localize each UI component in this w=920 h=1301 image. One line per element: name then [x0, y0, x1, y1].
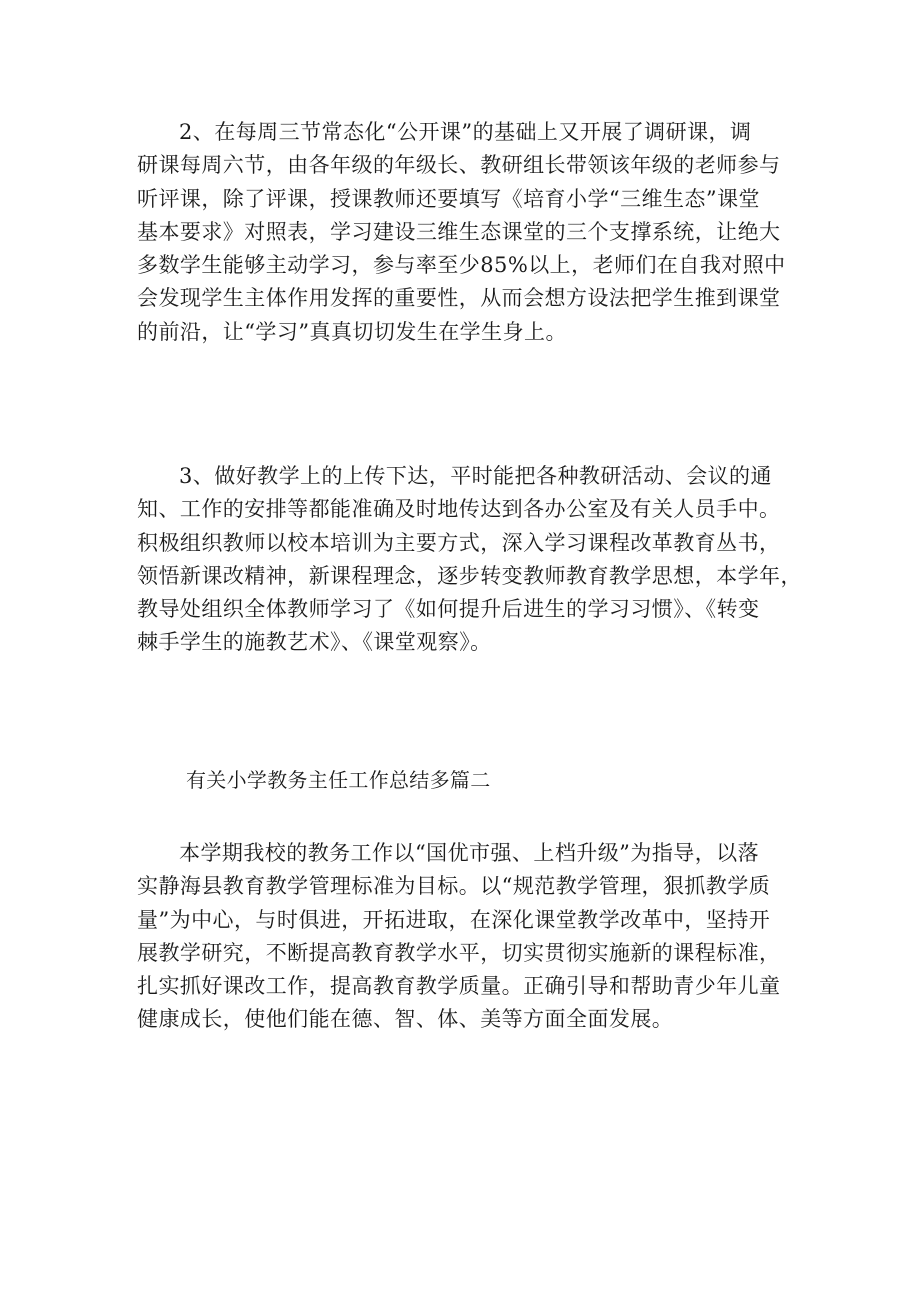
text-line: 会发现学生主体作用发挥的重要性，从而会想方设法把学生推到课堂 — [137, 286, 781, 311]
text-line: 基本要求》对照表，学习建设三维生态课堂的三个支撑系统，让绝大 — [137, 219, 781, 244]
text-line: 扎实抓好课改工作，提高教育教学质量。正确引导和帮助青少年儿童 — [137, 974, 781, 999]
paragraph-item-2 — [137, 116, 797, 349]
text-line: 棘手学生的施教艺术》、《课堂观察》。 — [137, 630, 492, 655]
text-line: 研课每周六节，由各年级的年级长、教研组长带领该年级的老师参与 — [137, 153, 781, 178]
text-line: 本学期我校的教务工作以“国优市强、上档升级”为指导，以落 — [179, 841, 760, 865]
section-heading: 有关小学教务主任工作总结多篇二 — [186, 768, 491, 792]
text-line: 量”为中心，与时俱进，开拓进取，在深化课堂教学改革中，坚持开 — [137, 907, 771, 932]
text-line: 积极组织教师以校本培训为主要方式，深入学习课程改革教育丛书， — [137, 530, 781, 555]
text-line: 领悟新课改精神，新课程理念，逐步转变教师教育教学思想，本学年， — [137, 563, 802, 588]
text-line: 3、做好教学上的上传下达，平时能把各种教研活动、会议的通 — [179, 464, 772, 488]
text-line: 实静海县教育教学管理标准为目标。以“规范教学管理，狠抓教学质 — [137, 874, 771, 899]
text-line: 展教学研究，不断提高教育教学水平，切实贯彻实施新的课程标准， — [137, 940, 781, 965]
text-line: 教导处组织全体教师学习了《如何提升后进生的学习习惯》、《转变 — [137, 597, 760, 622]
text-line: 2、在每周三节常态化“公开课”的基础上又开展了调研课，调 — [179, 120, 752, 144]
paragraph-summary — [137, 837, 797, 1037]
text-line: 健康成长，使他们能在德、智、体、美等方面全面发展。 — [137, 1007, 674, 1032]
text-line: 听评课，除了评课，授课教师还要填写《培育小学“三维生态”课堂 — [137, 186, 760, 211]
text-line: 知、工作的安排等都能准确及时地传达到各办公室及有关人员手中。 — [137, 497, 781, 522]
text-line: 多数学生能够主动学习，参与率至少85%以上，老师们在自我对照中 — [137, 253, 786, 278]
paragraph-item-3 — [137, 460, 802, 660]
text-line: 的前沿，让“学习”真真切切发生在学生身上。 — [137, 319, 567, 344]
